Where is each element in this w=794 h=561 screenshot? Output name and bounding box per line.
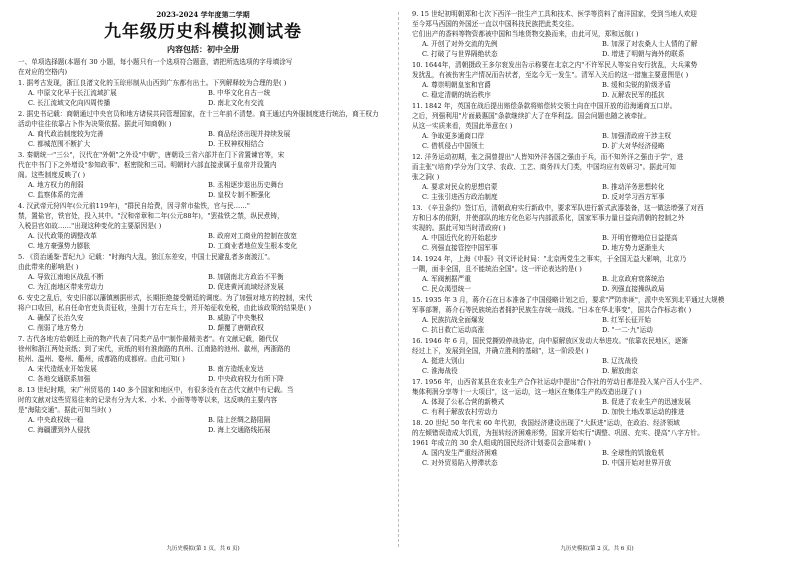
answer-option: C. 地方豪强势力膨胀 xyxy=(28,242,91,250)
answer-option: C. 打破了与世界隔绝状态 xyxy=(422,50,498,58)
option-row xyxy=(18,313,388,323)
answer-option: C. 各地交通联系加强 xyxy=(28,375,91,383)
answer-option: D. 南北文化有交流 xyxy=(208,99,264,107)
question-7 xyxy=(18,334,388,384)
answer-option: D. 促进黄河流域经济发展 xyxy=(208,283,284,291)
question-5 xyxy=(18,252,388,292)
answer-option: C. 列强直接管控中国军事 xyxy=(422,244,498,252)
answer-option: D. 列强直接操纵政局 xyxy=(602,285,665,293)
exam-scope: 内容包括：初中全册 xyxy=(167,44,239,54)
question-stem: 15. 1935 年 3 月，蒋介石在日本准备了中国侵略计划之后，要求"严防赤匪"，派中央军到北平通过大规模 xyxy=(412,296,725,304)
answer-option: B. 商品经济出现并持续发展 xyxy=(208,130,291,138)
question-stem: 代在中书门下之外增设"参知政事"、枢密院和三司。明朝时六部直接隶属于皇帝并设置内 xyxy=(18,161,277,169)
answer-option: D. "一二·九"运动 xyxy=(602,326,653,334)
school-year: 2023-2024 学年度第二学期 xyxy=(156,10,250,19)
question-9 xyxy=(412,9,782,59)
option-row xyxy=(18,98,388,108)
question-18 xyxy=(412,418,782,468)
option-row xyxy=(18,88,388,98)
question-stem: 军事部署，蒋介石等民族统治者拥护民族生存统一战线。"日本在华北事变"，国共合作标志着( ) xyxy=(412,306,692,314)
answer-option: B. 加深了对农桑人士人情的了解 xyxy=(602,40,698,48)
answer-option: D. 海上交通路线拓展 xyxy=(208,426,271,434)
option-row xyxy=(412,458,782,468)
question-stem: 18. 20 世纪 50 年代末 60 年代初，我国经济建设出现了"大跃进"运动，在政治、经济领域 xyxy=(412,419,680,427)
answer-option: D. 中央政府权力有所下降 xyxy=(208,375,284,383)
question-11 xyxy=(412,101,782,151)
question-4 xyxy=(18,201,388,251)
answer-option: B. 开明官僚地位日益提高 xyxy=(602,234,678,242)
question-15 xyxy=(412,295,782,335)
answer-option: A. 宋代造纸业开始发展 xyxy=(28,365,97,373)
answer-option: C. 借机侵占中国领土 xyxy=(422,142,485,150)
answer-option: C. 海疆遭到外人侵扰 xyxy=(28,426,91,434)
answer-option: D. 扩大对华经济侵略 xyxy=(602,142,665,150)
answer-option: D. 解放南京 xyxy=(602,367,638,375)
answer-option: A. 民族抗战全面爆发 xyxy=(422,316,485,324)
answer-option: B. 红军长征开始 xyxy=(602,316,652,324)
option-row xyxy=(18,374,388,384)
answer-option: B. 北京政府衰落统治 xyxy=(602,275,665,283)
option-row xyxy=(412,131,782,141)
answer-option: A. 体现了公私合营的新模式 xyxy=(422,398,505,406)
answer-option: D. 王权神权相结合 xyxy=(208,140,264,148)
page-footer-right: 九历史模拟(第 2 页，共 6 页) xyxy=(560,546,634,552)
question-stem: 1. 据考古发现，浙江良渚文化的玉琮形制从山西到广东都有出土。下列解释较为合理的是( ) xyxy=(18,79,287,87)
question-stem: 徐州和浙江两处贡纸；到了宋代，贡纸的则有淮南路的真州、江南路的池州、歙州，两浙路的 xyxy=(18,345,291,353)
question-stem: 张之洞( ) xyxy=(412,173,440,181)
question-stem: 10. 1644年，清朝摄政王多尔衮发出告示称要在北京之内"不许军民人等妄自安行扰乱，大兵乘势 xyxy=(412,61,698,69)
option-row xyxy=(412,141,782,151)
option-row xyxy=(412,407,782,417)
answer-option: D. 工商业者地位发生根本变化 xyxy=(208,242,298,250)
answer-option: A. 中国近代化的开始起步 xyxy=(422,234,498,242)
question-stem: 12. 洋务运动初期，张之洞曾提出"人皆知外洋各国之强由于兵，而不知外洋之强由于学"，进 xyxy=(412,153,684,161)
option-row xyxy=(412,448,782,458)
question-3 xyxy=(18,150,388,200)
answer-option: A. 开创了对外交流的先例 xyxy=(422,40,498,48)
right-questions xyxy=(412,9,782,468)
answer-option: A. 中原文化早于长江流域扩展 xyxy=(28,89,117,97)
answer-option: B. 陆上丝绸之路阻隔 xyxy=(208,416,271,424)
question-16 xyxy=(412,336,782,376)
option-row xyxy=(412,192,782,202)
right-column xyxy=(412,0,782,561)
answer-option: A. 导致江南地区战乱不断 xyxy=(28,273,104,281)
question-stem: 至今郑马西国的外国还一直以中国科技民族把此类交往。 xyxy=(412,20,579,28)
answer-option: B. 推动洋务思想转化 xyxy=(602,183,665,191)
option-row xyxy=(412,397,782,407)
option-row xyxy=(412,274,782,284)
option-row xyxy=(18,425,388,435)
question-stem: 方和日本的依附，并使部队的地方化色彩与内部派系化，国家军事力量日益向清朝的控制之外 xyxy=(412,214,685,222)
left-questions xyxy=(18,57,388,435)
question-stem: 5. 《资治通鉴·晋纪九》记载："时海内大乱，独江东差安，中国士民避乱者多南渡江"。 xyxy=(18,253,275,261)
answer-option: D. 加快土地改革运动的推进 xyxy=(602,408,685,416)
option-row xyxy=(412,90,782,100)
option-row xyxy=(18,364,388,374)
section-instructions: 一、单项选择题(本题有 30 小题，每小题只有一个选项符合题意，请把所选选项的字母填涂写 xyxy=(18,58,293,66)
column-divider xyxy=(398,12,399,547)
option-row xyxy=(18,180,388,190)
answer-option: C. 淮海战役 xyxy=(422,367,458,375)
answer-option: D. 中国开始对世界开放 xyxy=(602,459,672,467)
option-row xyxy=(18,231,388,241)
option-row xyxy=(18,241,388,251)
exam-title: 九年级历史科模拟测试卷 xyxy=(104,22,302,42)
option-row xyxy=(18,129,388,139)
question-12 xyxy=(412,152,782,202)
answer-option: C. 为江南地区带来劳动力 xyxy=(28,283,104,291)
answer-option: A. 挺进大别山 xyxy=(422,357,465,365)
question-stem: 而主张"(培育)学分为门文学、农政、工艺、商务四大门类，中国均应有效研习"。据此可知 xyxy=(412,163,676,171)
answer-option: C. 削弱了地方势力 xyxy=(28,324,84,332)
option-row xyxy=(412,315,782,325)
question-stem: 3. 秦朝统一"三公"，汉代在"外朝"之外设"中朝"，唐朝设三省六部并在门下省置谏官等，宋 xyxy=(18,151,285,159)
option-row xyxy=(412,39,782,49)
answer-option: C. 对外贸易陷入停滞状态 xyxy=(422,459,498,467)
question-stem: 时的文献对这些贸易往来的记录有分为大米、小米、小面等等等以来，这反映的主要内容 xyxy=(18,396,278,404)
question-stem: 1961 年成立的 30 余人组成的国民经济计划委员会意味着( ) xyxy=(412,439,591,447)
answer-option: D. 反对学习西方军事 xyxy=(602,193,665,201)
answer-option: A. 汉代政策的调整改革 xyxy=(28,232,97,240)
question-stem: 从这一实质来看，英国此举意在( ) xyxy=(412,122,513,130)
answer-option: A. 军阀割据严重 xyxy=(422,275,471,283)
answer-option: D. 增进了明朝与海外的联系 xyxy=(602,50,685,58)
question-2 xyxy=(18,109,388,149)
question-8 xyxy=(18,385,388,435)
question-stem: 将户口收回，私自任命官吏负责征收，坐拥十万右左兵士，并开始征收免税，由此该政策的结果是( ) xyxy=(18,304,312,312)
question-stem: 入税县官如故……"出现这种变化的主要原因是( ) xyxy=(18,222,162,230)
option-row xyxy=(412,243,782,253)
question-stem: 杭州、温州、婺州、衢州，成都路的成都府。由此可知( ) xyxy=(18,355,185,363)
question-stem: 11. 1842 年，英国在战后提出赔偿条款将赔偿转交领土向在中国开放的沿海通商五口岸。 xyxy=(412,102,677,110)
answer-option: D. 皇权专制不断强化 xyxy=(208,191,271,199)
option-row xyxy=(412,80,782,90)
answer-option: D. 瓦解农民军的抵抗 xyxy=(602,91,665,99)
answer-option: B. 缓和尖锐的阶级矛盾 xyxy=(602,81,671,89)
answer-option: C. 稳定清朝的统治秩序 xyxy=(422,91,491,99)
answer-option: A. 要求对民众的思想启蒙 xyxy=(422,183,498,191)
answer-option: A. 中央政权统一稳 xyxy=(28,416,84,424)
answer-option: B. 加剧南北方政治不平衡 xyxy=(208,273,284,281)
option-row xyxy=(18,415,388,425)
question-stem: 一隅，面非全国，且不能统治全国"。这一评论表达的是( ) xyxy=(412,265,582,273)
question-14 xyxy=(412,254,782,294)
answer-option: B. 中华文化自古一统 xyxy=(208,89,271,97)
page-footer-left: 九历史模拟(第 1 页，共 6 页) xyxy=(166,546,240,552)
question-1 xyxy=(18,78,388,108)
answer-option: A. 争取更多通商口岸 xyxy=(422,132,485,140)
answer-option: A. 尊崇明朝皇室和官爵 xyxy=(422,81,491,89)
question-stem: 16. 1946 年 6 月，国民党撕毁停战协定，向中原解放区发动大举进攻。"依靠农民地区，逐渐 xyxy=(412,337,689,345)
question-stem: 由此带来的影响是( ) xyxy=(18,263,79,271)
question-17 xyxy=(412,377,782,417)
question-13 xyxy=(412,203,782,253)
answer-option: C. 主张引进西方政治制度 xyxy=(422,193,498,201)
question-stem: 经过上下，发展到全国，并确立胜利的基础"，这一阶段是( ) xyxy=(412,347,589,355)
question-stem: 14. 1924 年，上海《申报》刊文评论时局："北京两党生之事实，于全国无益大影响，北京乃 xyxy=(412,255,687,263)
answer-option: C. 民众渴望统一 xyxy=(422,285,472,293)
question-stem: 13. 《辛丑条约》签订后，清朝政府实行新政中，要求军队进行新式武器装备，这一做法增强了对西 xyxy=(412,204,704,212)
question-stem: 它们出产的香料等物资都被中国和当地货物交换而来，由此可见，郑和远航( ) xyxy=(412,30,639,38)
answer-option: C. 长江流域文化向四周传播 xyxy=(28,99,111,107)
option-row xyxy=(412,356,782,366)
left-column xyxy=(18,0,388,561)
question-stem: 6. 安史之乱后，安史旧部以藩镇割据形式，长期拒绝接受朝廷的调度。为了加强对地方的控制，宋代 xyxy=(18,294,313,302)
question-stem: 的左倾错误造成大饥荒，为扭转经济困难形势，国家开始实行"调整、巩固、充实、提高"八字方针。 xyxy=(412,429,704,437)
section-instructions: 在对应的空格内) xyxy=(18,68,68,76)
question-stem: 8. 13 世纪时期，宋广州贸易的 140 多个国家和地区中，有很多没有在古代文献中有记载。当 xyxy=(18,386,294,394)
option-row xyxy=(412,233,782,243)
answer-option: C. 有利于解放农村劳动力 xyxy=(422,408,498,416)
option-row xyxy=(412,182,782,192)
answer-option: B. 政府对工商业的控制在放宽 xyxy=(208,232,297,240)
question-stem: 之后，列强利用"片面最惠国"条款继续扩大了在华利益。国会问题也随之被牵扯。 xyxy=(412,112,651,120)
question-10 xyxy=(412,60,782,100)
question-stem: 阁。这些制度反映了( ) xyxy=(18,171,86,179)
answer-option: B. 全球性的饥饿危机 xyxy=(602,449,665,457)
question-stem: 活动中往往依靠占卜作为决策依据。据此可知商朝( ) xyxy=(18,120,172,128)
option-row xyxy=(412,325,782,335)
answer-option: B. 辽沈战役 xyxy=(602,357,638,365)
question-stem: 17. 1956 年，山西省某县在农业生产合作社运动中提出"合作社的劳动日都是投入某户百人小生产、 xyxy=(412,378,707,386)
answer-option: B. 加强清政府干涉主权 xyxy=(602,132,671,140)
option-row xyxy=(412,49,782,59)
answer-option: A. 商代政治制度较为完善 xyxy=(28,130,104,138)
answer-option: B. 丞相逐步退出历史舞台 xyxy=(208,181,284,189)
answer-option: D. 地方势力逐渐坐大 xyxy=(602,244,665,252)
answer-option: B. 南方造纸业发达 xyxy=(208,365,264,373)
question-stem: 禁，置盐官，铁官处，投入其中。"汉和帝章和二年(公元88年)，"罢盐铁之禁，纵民煮铸， xyxy=(18,212,284,220)
option-row xyxy=(18,272,388,282)
answer-option: C. 抗日救亡运动高涨 xyxy=(422,326,485,334)
answer-option: C. 监察体系的完善 xyxy=(28,191,84,199)
question-stem: 4. 汉武帝元狩四年(公元前119年)，"群民自给费，因寻常市盐铁，官与民……" xyxy=(18,202,250,210)
answer-option: C. 都城范围不断扩大 xyxy=(28,140,91,148)
question-stem: 发扰乱，有被伤害生产情况而告状者，至迄今无一发生"。清军入关后的这一措施主要意图是( ) xyxy=(412,71,689,79)
answer-option: B. 促进了农业生产的迅速发展 xyxy=(602,398,691,406)
answer-option: A. 确保了长治久安 xyxy=(28,314,84,322)
option-row xyxy=(18,282,388,292)
answer-option: D. 颠覆了唐朝政权 xyxy=(208,324,264,332)
question-stem: 2. 据史书记载：商朝通过中央官员和地方诸侯共同管理国家，在十三年前不清楚。商王通过内外服制度进行统治，商王权力 xyxy=(18,110,379,118)
answer-option: B. 威胁了中央集权 xyxy=(208,314,264,322)
option-row xyxy=(18,190,388,200)
option-row xyxy=(412,366,782,376)
answer-option: A. 国内发生严重经济困难 xyxy=(422,449,498,457)
question-6 xyxy=(18,293,388,333)
question-stem: 集体利润分享等十一大项目"，这一运动，这一地区在集体生产的改造出现了( ) xyxy=(412,388,642,396)
question-stem: 是"海陆交通"。据此可知当时( ) xyxy=(18,406,112,414)
option-row xyxy=(412,284,782,294)
question-stem: 7. 古代各地方给朝廷上贡的物产代表了同类产品中"制作最精美者"。有文献记载，随代仅 xyxy=(18,335,279,343)
option-row xyxy=(18,323,388,333)
option-row xyxy=(18,139,388,149)
question-stem: 实现的。据此可知当时清政府( ) xyxy=(412,224,506,232)
question-stem: 9. 15 世纪初明朝郑和七次下西洋一批生产工具和技术、医学等资料了南洋国家，受到当地人欢迎 xyxy=(412,10,697,18)
answer-option: A. 地方权力的削弱 xyxy=(28,181,84,189)
